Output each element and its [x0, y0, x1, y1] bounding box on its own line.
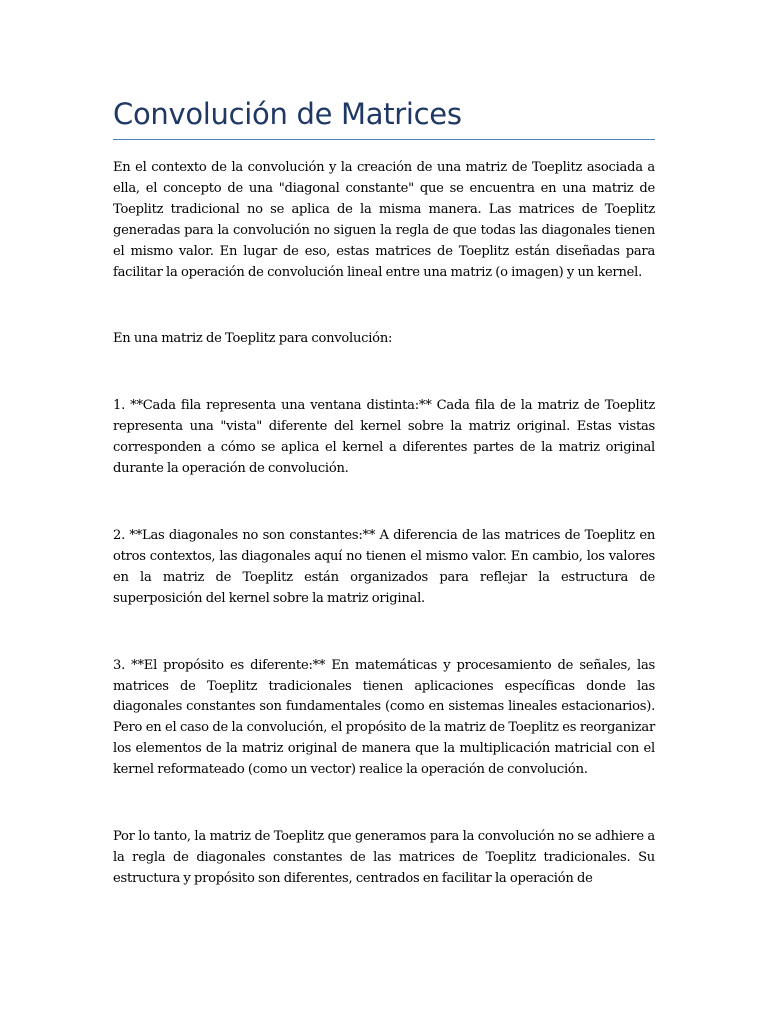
title-underline: [113, 139, 655, 140]
paragraph-point-2: 2. **Las diagonales no son constantes:** A diferencia de las matrices de Toeplitz en otros contextos, las diagonales aquí no tienen el mismo valor. En cambio, los valores en la matriz de Toeplitz están organizados para reflejar la estructura de superposición del kernel sobre la matriz original.: [113, 527, 655, 606]
document-title: Convolución de Matrices: [113, 97, 462, 131]
paragraph-conclusion: Por lo tanto, la matriz de Toeplitz que generamos para la convolución no se adhiere a la regla de diagonales constantes de las matrices de Toeplitz tradicionales. Su estructura y propósito son diferentes, centrados en facilitar la operación de: [113, 829, 655, 886]
paragraph-intro: En el contexto de la convolución y la creación de una matriz de Toeplitz asociada a ella, el concepto de una "diagonal constante" que se encuentra en una matriz de Toeplitz tradicional no se aplica de la misma manera. Las matrices de Toeplitz generadas para la convolución no siguen la regla de que todas las diagonales tienen el mismo valor. En lugar de eso, estas matrices de Toeplitz están diseñadas para facilitar la operación de convolución lineal entre una matriz (o imagen) y un kernel.: [113, 160, 655, 280]
document-body: [113, 158, 655, 936]
paragraph-point-3: 3. **El propósito es diferente:** En matemáticas y procesamiento de señales, las matrices de Toeplitz tradicionales tienen aplicaciones específicas donde las diagonales constantes son fundamentales (como en sistemas lineales estacionarios). Pero en el caso de la convolución, el propósito de la matriz de Toeplitz es reorganizar los elementos de la matriz original de manera que la multiplicación matricial con el kernel reformateado (como un vector) realice la operación de convolución.: [113, 657, 655, 778]
paragraph-point-1: 1. **Cada fila representa una ventana distinta:** Cada fila de la matriz de Toeplitz representa una "vista" diferente del kernel sobre la matriz original. Estas vistas corresponden a cómo se aplica el kernel a diferentes partes de la matriz original durante la operación de convolución.: [113, 398, 655, 477]
paragraph-list-lead: En una matriz de Toeplitz para convolución:: [113, 331, 393, 347]
